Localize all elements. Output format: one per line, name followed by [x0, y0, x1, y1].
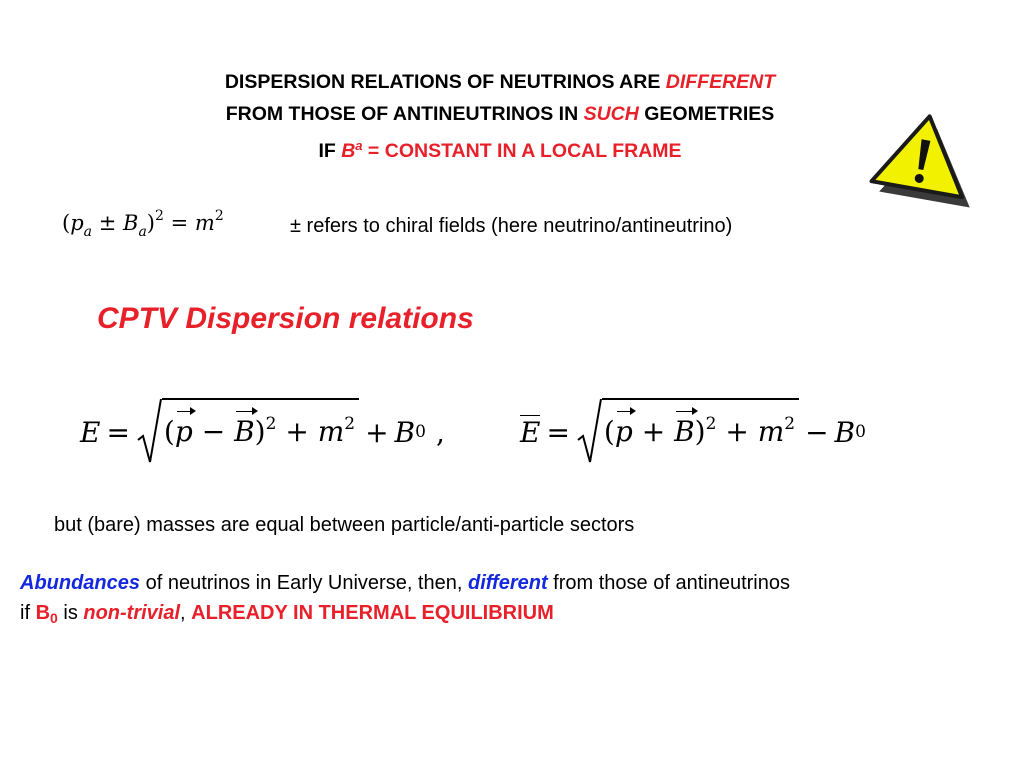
eq-ebar-sqrt: $(p + B)^2 + m^2$ — [576, 398, 799, 466]
eq-ebar-lhs: E — [520, 416, 541, 449]
chiral-fields-note: ± refers to chiral fields (here neutrino/antineutrino) — [290, 215, 733, 237]
comma-text: , — [180, 602, 192, 624]
bare-masses-note: but (bare) masses are equal between particle/anti-particle sectors — [54, 514, 635, 536]
abundances-line-1 — [20, 572, 790, 595]
non-trivial-word: non-trivial — [83, 602, 181, 624]
title-B-symbol: B — [341, 140, 356, 162]
title-emph-such: SUCH — [583, 103, 639, 125]
warning-icon — [866, 110, 982, 210]
title-line-2-suffix: GEOMETRIES — [638, 103, 775, 125]
title-line-1-text: DISPERSION RELATIONS OF NEUTRINOS ARE — [224, 71, 666, 93]
radical-sign-icon — [576, 398, 602, 466]
abundances-text-1: of neutrinos in Early Universe, then, — [140, 572, 468, 594]
neutrino-energy-equation: E = $(p - B)^2 + m^2$ + B 0 , — [80, 398, 445, 466]
abundances-text-2: from those of antineutrinos — [547, 572, 790, 594]
abundances-line-2 — [20, 602, 554, 626]
thermal-equilibrium-text: ALREADY IN THERMAL EQUILIBRIUM — [191, 602, 554, 624]
eq-e-sqrt: $(p - B)^2 + m^2$ — [136, 398, 359, 466]
b0-subscript: 0 — [50, 610, 58, 626]
cptv-heading: CPTV Dispersion relations — [97, 302, 474, 335]
chiral-dispersion-equation: $(p_a \pm B_a)^2 = m^2$ — [62, 208, 224, 240]
title-emph-different: DIFFERENT — [665, 71, 776, 93]
b0-symbol: B — [35, 602, 51, 624]
different-word: different — [467, 572, 548, 594]
is-text: is — [57, 602, 84, 624]
abundances-word: Abundances — [20, 572, 141, 594]
title-line-3-rest: = CONSTANT IN A LOCAL FRAME — [362, 140, 682, 162]
radical-sign-icon — [136, 398, 162, 466]
antineutrino-energy-equation: E = $(p + B)^2 + m^2$ − B 0 — [520, 398, 866, 466]
slide-title — [0, 66, 1000, 167]
title-B-superscript: a — [355, 138, 363, 153]
if-text: if — [20, 602, 36, 624]
title-line-2 — [0, 98, 1000, 130]
title-line-3-if: IF — [318, 140, 342, 162]
title-line-3 — [0, 130, 1000, 167]
eq-e-lhs: E — [80, 415, 101, 449]
title-line-1 — [0, 66, 1000, 98]
title-line-2-text: FROM THOSE OF ANTINEUTRINOS IN — [225, 103, 584, 125]
